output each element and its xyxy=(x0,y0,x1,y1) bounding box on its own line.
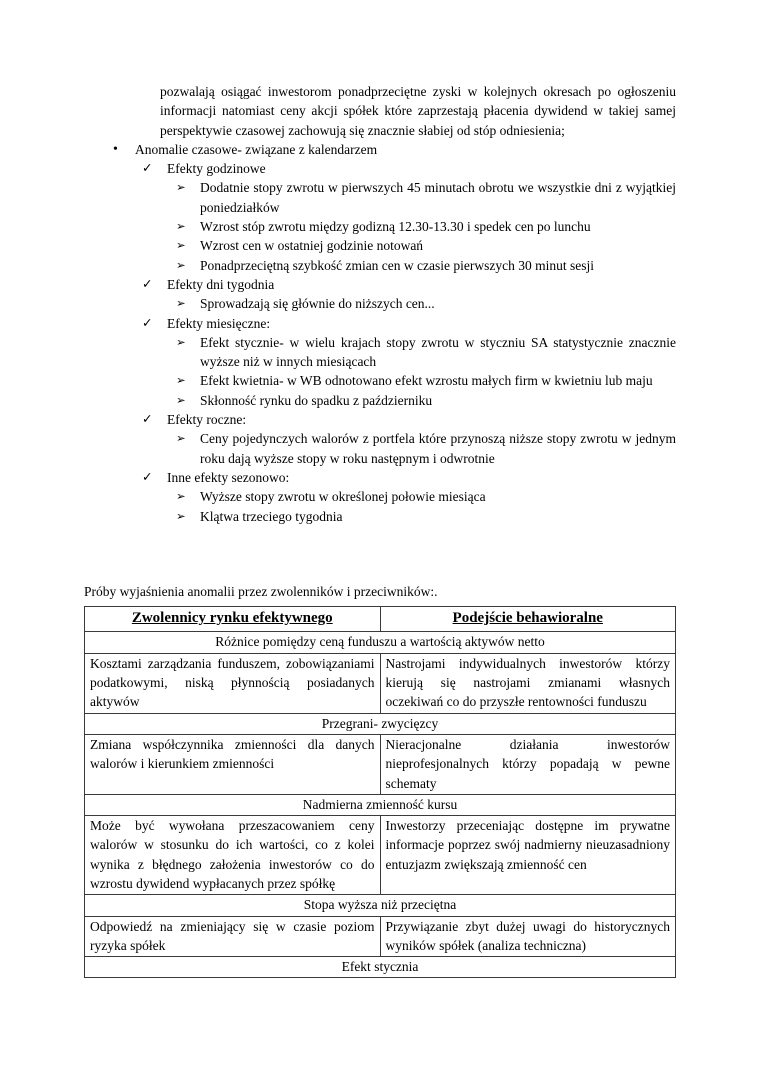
table-row xyxy=(85,816,676,895)
table-section-title: Efekt stycznia xyxy=(85,957,676,978)
list-item-anomalie-czasowe xyxy=(84,140,676,159)
list-item-efekty-godzinowe xyxy=(84,159,676,178)
list-item-label: Efekty godzinowe xyxy=(167,161,266,177)
table-row xyxy=(85,632,676,653)
table-cell-left: Odpowiedź na zmieniający się w czasie poziom ryzyka spółek xyxy=(85,916,381,957)
table-header-row xyxy=(85,607,676,632)
table-cell-right: Nieracjonalne działania inwestorów nieprofesjonalnych którzy popadają w pewne schematy xyxy=(380,734,676,794)
list-item-label: Anomalie czasowe- związane z kalendarzem xyxy=(135,141,378,157)
arrow-icon: ➢ xyxy=(176,221,186,234)
list-item-label: Klątwa trzeciego tygodnia xyxy=(200,508,343,524)
list-item-label: Wzrost stóp zwrotu między godizną 12.30-13.30 i spedek cen po lunchu xyxy=(200,219,591,235)
table-row xyxy=(85,916,676,957)
arrow-icon: ➢ xyxy=(176,259,186,272)
arrow-icon: ➢ xyxy=(176,336,186,349)
arrow-icon: ➢ xyxy=(176,240,186,253)
list-item xyxy=(84,391,676,410)
list-item-label: Ceny pojedynczych walorów z portfela które przynoszą niższe stopy zwrotu w jednym roku dają wyższe stopy w roku następnym i odwrotnie xyxy=(200,431,676,466)
arrow-icon: ➢ xyxy=(176,433,186,446)
list-item-efekty-miesieczne xyxy=(84,314,676,333)
list-item xyxy=(84,236,676,255)
list-item-label: Skłonność rynku do spadku z październiku xyxy=(200,392,433,408)
arrow-icon: ➢ xyxy=(176,394,186,407)
table-row xyxy=(85,957,676,978)
table-row xyxy=(85,794,676,815)
list-item-label: Dodatnie stopy zwrotu w pierwszych 45 minutach obrotu we wszystkie dni z wyjątkiej poniedziałków xyxy=(200,180,676,215)
arrow-icon: ➢ xyxy=(176,298,186,311)
list-item-label: Efekt kwietnia- w WB odnotowano efekt wzrostu małych firm w kwietniu lub maju xyxy=(200,373,653,389)
arrow-icon: ➢ xyxy=(176,510,186,523)
arrow-icon: ➢ xyxy=(176,375,186,388)
list-item-label: Inne efekty sezonowo: xyxy=(167,469,290,485)
list-item xyxy=(84,507,676,526)
bullet-icon: • xyxy=(113,141,118,157)
arrow-icon: ➢ xyxy=(176,182,186,195)
list-item-label: Efekty dni tygodnia xyxy=(167,276,275,292)
list-item xyxy=(84,333,676,372)
list-item xyxy=(84,487,676,506)
list-item-label: Efekty miesięczne: xyxy=(167,315,271,331)
list-item xyxy=(84,178,676,217)
table-section-title: Przegrani- zwycięzcy xyxy=(85,713,676,734)
check-icon: ✓ xyxy=(142,276,153,291)
table-section-title: Stopa wyższa niż przeciętna xyxy=(85,895,676,916)
comparison-table xyxy=(84,606,676,978)
list-item-label: Efekt stycznie- w wielu krajach stopy zwrotu w styczniu SA statystycznie znacznie wyższe niż w innych miesiącach xyxy=(200,334,676,370)
list-item xyxy=(84,429,676,468)
list-item-inne-efekty-sezonowo xyxy=(84,468,676,487)
check-icon: ✓ xyxy=(142,161,153,176)
table-row xyxy=(85,653,676,713)
table-section-title: Różnice pomiędzy ceną funduszu a wartością aktywów netto xyxy=(85,632,676,653)
list-item xyxy=(84,371,676,390)
list-item-efekty-roczne xyxy=(84,410,676,429)
table-row xyxy=(85,895,676,916)
list-item xyxy=(84,294,676,313)
list-item-label: Wyższe stopy zwrotu w określonej połowie miesiąca xyxy=(200,489,486,505)
column-header-right: Podejście behawioralne xyxy=(380,607,676,632)
table-intro-line: Próby wyjaśnienia anomalii przez zwolenników i przeciwników:. xyxy=(84,583,438,599)
table-cell-left: Zmiana współczynnika zmienności dla danych walorów i kierunkiem zmienności xyxy=(85,734,381,794)
check-icon: ✓ xyxy=(142,315,153,330)
table-cell-right: Nastrojami indywidualnych inwestorów którzy kierują się nastrojami zmianami własnych oczekiwań co do przyszłe rentowności funduszu xyxy=(380,653,676,713)
check-icon: ✓ xyxy=(142,469,153,484)
arrow-icon: ➢ xyxy=(176,491,186,504)
list-item-label: Sprowadzają się głównie do niższych cen... xyxy=(200,296,435,312)
table-cell-right: Przywiązanie zbyt dużej uwagi do historycznych wyników spółek (analiza techniczna) xyxy=(380,916,676,957)
list-item-efekty-dni-tygodnia xyxy=(84,275,676,294)
intro-paragraph: pozwalają osiągać inwestorom ponadprzeciętne zyski w kolejnych okresach po ogłoszeniu informacji natomiast ceny akcji spółek które zaprzestają płacenia dywidend w takiej samej perspektywie czasowej zachowują się znacznie słabiej od stóp odniesienia; xyxy=(160,84,676,138)
list-item-label: Efekty roczne: xyxy=(167,412,247,428)
table-row xyxy=(85,713,676,734)
list-item-label: Wzrost cen w ostatniej godzinie notowań xyxy=(200,238,424,254)
list-item-label: Ponadprzeciętną szybkość zmian cen w czasie pierwszych 30 minut sesji xyxy=(200,257,594,273)
check-icon: ✓ xyxy=(142,412,153,427)
list-item xyxy=(84,217,676,236)
column-header-left: Zwolennicy rynku efektywnego xyxy=(85,607,381,632)
table-cell-right: Inwestorzy przeceniając dostępne im prywatne informacje poprzez swój nadmierny nieuzasadniony entuzjazm zwiększają zmienność cen xyxy=(380,816,676,895)
table-cell-left: Może być wywołana przeszacowaniem ceny walorów w stosunku do ich wartości, co z kolei wynika z błędnego założenia inwestorów co do wzrostu dywidend wypłacanych przez spółkę xyxy=(85,816,381,895)
table-row xyxy=(85,734,676,794)
table-cell-left: Kosztami zarządzania funduszem, zobowiązaniami podatkowymi, niską płynnością posiadanych aktywów xyxy=(85,653,381,713)
table-section-title: Nadmierna zmienność kursu xyxy=(85,794,676,815)
list-item xyxy=(84,256,676,275)
